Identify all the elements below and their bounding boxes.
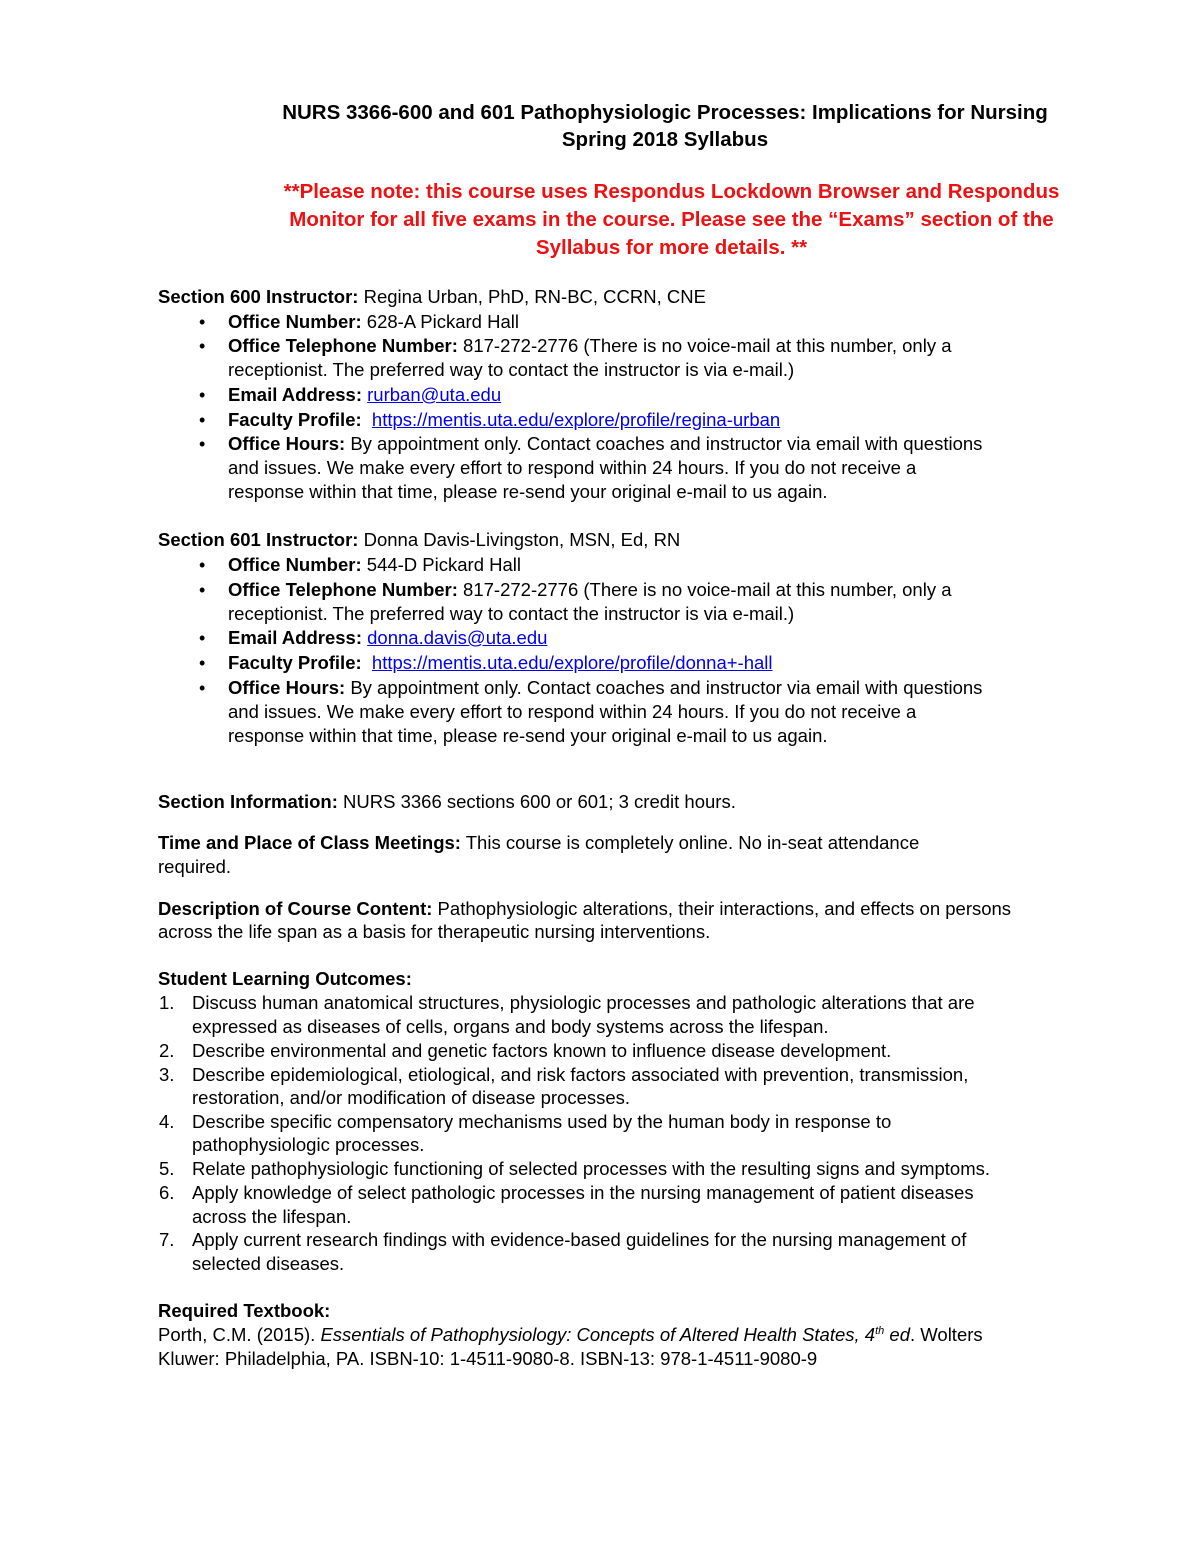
- course-subtitle: Spring 2018 Syllabus: [561, 128, 769, 151]
- notice-line: Monitor for all five exams in the course. Please see the “Exams” section of the: [289, 208, 1054, 231]
- section-info-value: NURS 3366 sections 600 or 601; 3 credit hours.: [337, 791, 736, 812]
- bullet-icon: •: [199, 385, 206, 405]
- email-link[interactable]: donna.davis@uta.edu: [367, 627, 548, 648]
- office-number-line: [228, 553, 521, 577]
- time-place-value: This course is completely online. No in-seat attendance: [460, 832, 920, 853]
- profile-link[interactable]: https://mentis.uta.edu/explore/profile/regina-urban: [371, 409, 781, 430]
- outcome-text: Apply knowledge of select pathologic processes in the nursing management of patient diseases: [192, 1182, 974, 1203]
- bullet-icon: •: [199, 434, 206, 454]
- profile-label: Faculty Profile:: [228, 652, 362, 673]
- textbook-citation: [158, 1323, 983, 1347]
- office-hours-value: By appointment only. Contact coaches and instructor via email with questions: [345, 433, 983, 454]
- description-cont: across the life span as a basis for therapeutic nursing interventions.: [158, 921, 711, 942]
- profile-label: Faculty Profile:: [228, 409, 362, 430]
- outcome-number: 2.: [159, 1040, 175, 1061]
- outcome-text: expressed as diseases of cells, organs and body systems across the lifespan.: [192, 1016, 829, 1037]
- email-label: Email Address:: [228, 627, 362, 648]
- bullet-icon: •: [199, 628, 206, 648]
- section-information: [158, 790, 736, 814]
- description-value: Pathophysiologic alterations, their interactions, and effects on persons: [432, 898, 1012, 919]
- section-601-heading: [158, 528, 680, 552]
- outcome-number: 5.: [159, 1158, 175, 1179]
- section-heading-label: Section 600 Instructor:: [158, 286, 359, 307]
- office-hours-line: [228, 676, 982, 700]
- bullet-icon: •: [199, 555, 206, 575]
- office-number-line: [228, 310, 519, 334]
- office-hours-cont: response within that time, please re-send your original e-mail to us again.: [228, 481, 828, 502]
- phone-value: 817-272-2776 (There is no voice-mail at this number, only a: [457, 579, 952, 600]
- exam-notice: [140, 178, 1200, 262]
- outcome-text: Describe environmental and genetic factors known to influence disease development.: [192, 1040, 892, 1061]
- profile-link[interactable]: https://mentis.uta.edu/explore/profile/donna+-hall: [371, 652, 773, 673]
- office-number-label: Office Number:: [228, 554, 362, 575]
- outcome-number: 4.: [159, 1111, 175, 1132]
- email-link[interactable]: rurban@uta.edu: [367, 384, 502, 405]
- profile-line: [228, 408, 780, 432]
- textbook-author: Porth, C.M. (2015).: [158, 1324, 321, 1345]
- bullet-icon: •: [199, 580, 206, 600]
- outcome-text: Relate pathophysiologic functioning of selected processes with the resulting signs and symptoms.: [192, 1158, 990, 1179]
- textbook-citation-cont: Kluwer: Philadelphia, PA. ISBN-10: 1-4511-9080-8. ISBN-13: 978-1-4511-9080-9: [158, 1348, 818, 1369]
- outcome-number: 1.: [159, 992, 175, 1013]
- office-hours-cont: response within that time, please re-send your original e-mail to us again.: [228, 725, 828, 746]
- profile-line: [228, 651, 773, 675]
- office-number-value: 544-D Pickard Hall: [361, 554, 522, 575]
- notice-line: Syllabus for more details. **: [535, 236, 808, 259]
- outcome-number: 7.: [159, 1229, 175, 1250]
- textbook-edition-sup: th: [875, 1324, 885, 1337]
- textbook-edition: ed: [884, 1324, 910, 1345]
- outcomes-heading: Student Learning Outcomes:: [158, 968, 412, 989]
- phone-line: [228, 578, 952, 602]
- phone-label: Office Telephone Number:: [228, 335, 458, 356]
- office-hours-cont: and issues. We make every effort to respond within 24 hours. If you do not receive a: [228, 701, 917, 722]
- textbook-heading: Required Textbook:: [158, 1300, 331, 1321]
- office-hours-value: By appointment only. Contact coaches and instructor via email with questions: [345, 677, 983, 698]
- notice-line: **Please note: this course uses Respondus Lockdown Browser and Respondus: [283, 180, 1060, 203]
- bullet-icon: •: [199, 410, 206, 430]
- description-label: Description of Course Content:: [158, 898, 433, 919]
- outcome-text: across the lifespan.: [192, 1206, 352, 1227]
- phone-line-cont: receptionist. The preferred way to contact the instructor is via e-mail.): [228, 359, 795, 380]
- outcome-text: Describe specific compensatory mechanisms used by the human body in response to: [192, 1111, 892, 1132]
- course-title: NURS 3366-600 and 601 Pathophysiologic Processes: Implications for Nursing: [282, 101, 1048, 124]
- phone-value: 817-272-2776 (There is no voice-mail at this number, only a: [457, 335, 952, 356]
- time-place-label: Time and Place of Class Meetings:: [158, 832, 461, 853]
- bullet-icon: •: [199, 312, 206, 332]
- outcome-text: pathophysiologic processes.: [192, 1134, 425, 1155]
- outcome-text: selected diseases.: [192, 1253, 345, 1274]
- outcome-text: Discuss human anatomical structures, physiologic processes and pathologic alterations that are: [192, 992, 975, 1013]
- outcome-number: 3.: [159, 1064, 175, 1085]
- section-info-label: Section Information:: [158, 791, 338, 812]
- bullet-icon: •: [199, 678, 206, 698]
- time-place-cont: required.: [158, 856, 232, 877]
- email-line: [228, 383, 501, 407]
- outcome-text: restoration, and/or modification of disease processes.: [192, 1087, 631, 1108]
- office-hours-line: [228, 432, 982, 456]
- phone-line: [228, 334, 952, 358]
- email-line: [228, 626, 547, 650]
- textbook-title-text: Essentials of Pathophysiology: Concepts of Altered Health States, 4: [320, 1324, 876, 1345]
- textbook-title: [320, 1324, 910, 1345]
- outcome-text: Describe epidemiological, etiological, and risk factors associated with prevention, transmission,: [192, 1064, 969, 1085]
- section-heading-value: Regina Urban, PhD, RN-BC, CCRN, CNE: [358, 286, 706, 307]
- office-hours-label: Office Hours:: [228, 433, 346, 454]
- bullet-icon: •: [199, 653, 206, 673]
- phone-label: Office Telephone Number:: [228, 579, 458, 600]
- office-hours-label: Office Hours:: [228, 677, 346, 698]
- section-600-heading: [158, 285, 706, 309]
- section-heading-value: Donna Davis-Livingston, MSN, Ed, RN: [358, 529, 681, 550]
- outcome-text: Apply current research findings with evidence-based guidelines for the nursing management of: [192, 1229, 967, 1250]
- outcome-number: 6.: [159, 1182, 175, 1203]
- office-number-label: Office Number:: [228, 311, 362, 332]
- course-description: [158, 897, 1011, 921]
- bullet-icon: •: [199, 336, 206, 356]
- office-hours-cont: and issues. We make every effort to respond within 24 hours. If you do not receive a: [228, 457, 917, 478]
- time-place: [158, 831, 919, 855]
- office-number-value: 628-A Pickard Hall: [361, 311, 519, 332]
- section-heading-label: Section 601 Instructor:: [158, 529, 359, 550]
- phone-line-cont: receptionist. The preferred way to contact the instructor is via e-mail.): [228, 603, 795, 624]
- email-label: Email Address:: [228, 384, 362, 405]
- textbook-publisher: . Wolters: [910, 1324, 983, 1345]
